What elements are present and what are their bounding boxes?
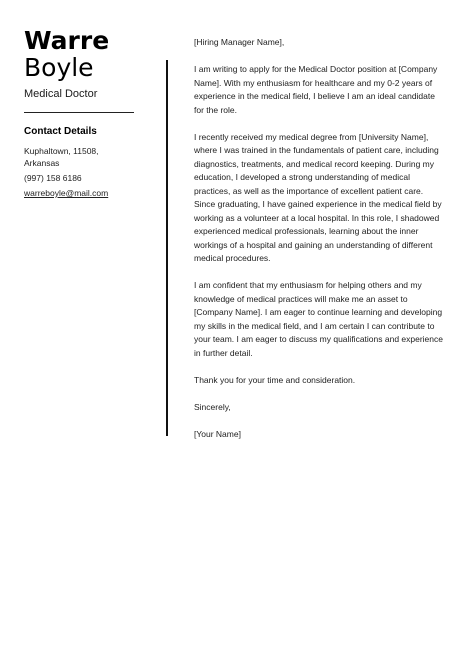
letter-paragraph-2: I recently received my medical degree from [University Name], where I was trained in the fundamentals of patient care, including diagnostics, treatments, and medical record keeping. During my education, I developed a strong understanding of medical practices, as well as the importance of excellent patient care. Since graduating, I have gained experience in the medical field by working as a volunteer at a local hospital. In this role, I shadowed experienced medical professionals, learning about the inner workings of a hospital and gaining an understanding of different medical procedures. [194,131,442,263]
closing: Sincerely, [194,401,231,412]
thank-you-line: Thank you for your time and consideration. [194,374,356,385]
signature-name: [Your Name] [194,428,241,439]
address-line-1: Kuphaltown, 11508, [24,146,99,156]
contact-details [24,145,144,199]
letter-body [194,36,444,455]
sidebar-divider [24,112,134,113]
applicant-job-title: Medical Doctor [24,88,98,100]
contact-details-heading: Contact Details [24,126,97,137]
salutation: [Hiring Manager Name], [194,37,285,47]
email-link[interactable]: warreboyle@mail.com [24,188,109,198]
phone-number: (997) 158 6186 [24,173,82,183]
applicant-last-name: Boyle [24,53,94,82]
sidebar [24,28,144,199]
letter-paragraph-1: I am writing to apply for the Medical Doctor position at [Company Name]. With my enthusiasm for healthcare and my 0-2 years of experience in the medical field, I believe I am an ideal candidate for the role. [194,64,438,115]
vertical-divider [166,60,168,436]
letter-paragraph-3: I am confident that my enthusiasm for helping others and my knowledge of medical practices will make me an asset to [Company Name]. I am eager to continue learning and developing my skills in the medical field, and I am certain I can contribute to your team. I am eager to discuss my qualifications and experience in further detail. [194,280,443,358]
applicant-first-name: Warre [24,26,110,55]
address-line-2: Arkansas [24,158,60,168]
